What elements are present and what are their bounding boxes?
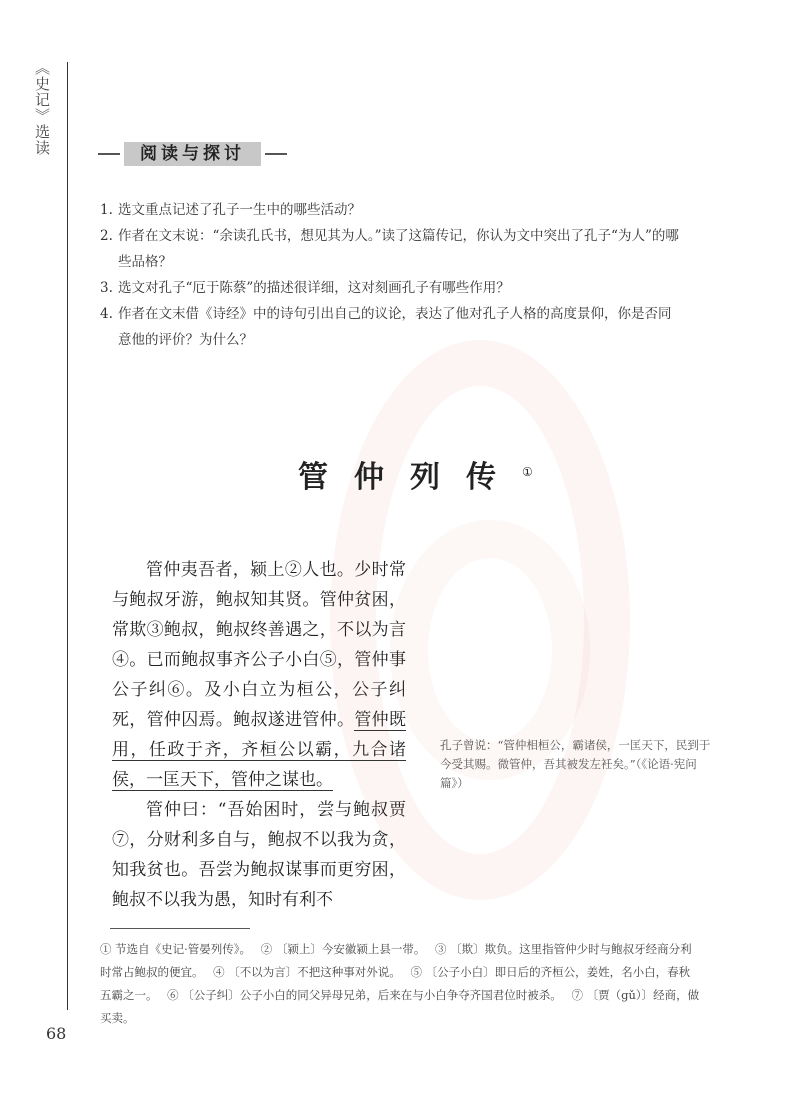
footnote-2: ② 〔颍上〕今安徽颍上县一带。: [260, 942, 426, 956]
question-item: [100, 197, 680, 223]
question-item: [100, 275, 680, 301]
article-title-text: 管仲列传: [298, 460, 522, 495]
footnote-5: ⑤ 〔公子小白〕即日后的齐桓公，姜姓，名小白，春秋五霸之一。: [100, 965, 691, 1002]
question-item: [100, 301, 680, 353]
section-banner: [98, 141, 287, 167]
side-note: 孔子曾说：“管仲相桓公，霸诸侯，一匡天下，民到于今受其赐。微管仲，吾其被发左衽矣。”（《论语·宪问篇》）: [440, 738, 711, 790]
footnotes: [100, 938, 700, 1030]
question-text: 作者在文末说：“余读孔氏书，想见其为人。”读了这篇传记，你认为文中突出了孔子“为人”的哪些品格？: [118, 228, 679, 270]
paragraph-1: [112, 555, 406, 795]
question-number: 3.: [100, 280, 113, 296]
footnote-rule: [110, 928, 250, 929]
question-number: 2.: [100, 228, 113, 244]
paragraph-1-text: 管仲夷吾者，颍上②人也。少时常与鲍叔牙游，鲍叔知其贤。管仲贫困，常欺③鲍叔，鲍叔终善遇之，不以为言④。已而鲍叔事齐公子小白⑤，管仲事公子纠⑥。及小白立为桓公，公子纠死，管仲囚焉。鲍叔遂进管仲。: [112, 560, 406, 730]
paragraph-2: 管仲曰：“吾始困时，尝与鲍叔贾⑦，分财利多自与，鲍叔不以我为贪，知我贫也。吾尝为鲍叔谋事而更穷困，鲍叔不以我为愚，知时有利不: [112, 800, 406, 910]
footnote-3: ③ 〔欺〕欺负。这里指管仲少时与鲍叔牙经商分利时常占鲍叔的便宜。: [100, 942, 692, 979]
footnote-6: ⑥ 〔公子纠〕公子小白的同父异母兄弟，后来在与小白争夺齐国君位时被杀。: [167, 988, 562, 1002]
footnote-7: ⑦ 〔贾（gǔ）〕经商，做买卖。: [100, 988, 700, 1025]
margin-rule: [67, 62, 68, 1010]
underlined-passage: 管仲既用，任政于齐，齐桓公以霸，九合诸侯，一匡天下，管仲之谋也。: [112, 710, 406, 790]
article-body: [112, 555, 406, 915]
question-number: 4.: [100, 306, 113, 322]
question-list: [100, 197, 680, 353]
question-number: 1.: [100, 202, 113, 218]
banner-right-dash: [265, 153, 287, 155]
question-text: 作者在文末借《诗经》中的诗句引出自己的议论，表达了他对孔子人格的高度景仰，你是否同意他的评价？为什么？: [118, 306, 672, 348]
running-head: 《史记》选读: [33, 60, 51, 156]
title-footnote-marker: ①: [522, 465, 533, 479]
article-title: [298, 452, 533, 496]
banner-left-dash: [98, 153, 120, 155]
page-number: 68: [46, 1024, 67, 1043]
question-text: 选文重点记述了孔子一生中的哪些活动？: [118, 202, 361, 218]
question-item: [100, 223, 680, 275]
footnote-4: ④ 〔不以为言〕不把这种事对外说。: [213, 965, 401, 979]
section-heading: 阅读与探讨: [124, 142, 261, 166]
question-text: 选文对孔子“厄于陈蔡”的描述很详细，这对刻画孔子有哪些作用？: [118, 280, 510, 296]
footnote-1: ① 节选自《史记·管晏列传》。: [100, 942, 252, 956]
